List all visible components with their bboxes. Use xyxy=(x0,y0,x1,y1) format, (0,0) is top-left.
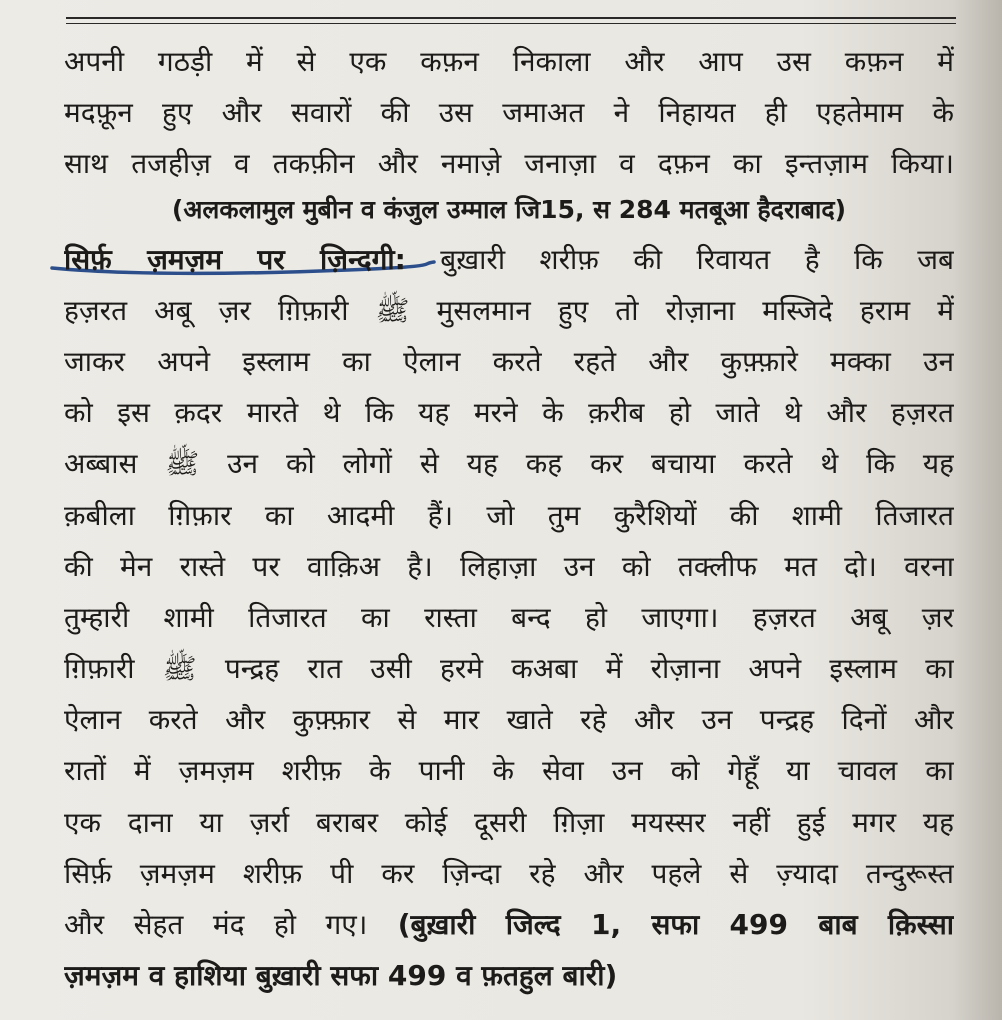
text-line: क़बीला ग़िफ़ार का आदमी हैं। जो तुम कुरैशियों की शामी तिजारत xyxy=(64,498,954,532)
section-heading: सिर्फ़ ज़मज़म पर ज़िन्दगी: xyxy=(64,242,406,276)
text-line: सिर्फ़ ज़मज़म शरीफ़ पी कर ज़िन्दा रहे और पहले से ज़्यादा तन्दुरूस्त xyxy=(64,856,954,890)
header-rule xyxy=(66,17,956,19)
page-text xyxy=(64,36,954,1001)
text-line: एक दाना या ज़र्रा बराबर कोई दूसरी ग़िज़ा मयस्सर नहीं हुई मगर यह xyxy=(64,805,954,839)
text-line: ग़िफ़ारी ﷺ पन्द्रह रात उसी हरमे कअबा में रोज़ाना अपने इस्लाम का xyxy=(64,652,954,686)
section-first-line-text: बुख़ारी शरीफ़ की रिवायत है कि जब xyxy=(405,242,954,276)
text-line-end: और सेहत मंद हो गए। xyxy=(64,908,368,941)
text-line: तुम्हारी शामी तिजारत का रास्ता बन्द हो जाएगा। हज़रत अबू ज़र xyxy=(64,600,954,634)
text-line: रातों में ज़मज़म शरीफ़ के पानी के सेवा उन को गेहूँ या चावल का xyxy=(64,754,954,788)
text-line: अपनी गठड़ी में से एक कफ़न निकाला और आप उस कफ़न में xyxy=(64,45,954,78)
text-line: हज़रत अबू ज़र ग़िफ़ारी ﷺ मुसलमान हुए तो रोज़ाना मस्जिदे हराम में xyxy=(64,293,954,327)
text-line: साथ तजहीज़ व तकफ़ीन और नमाज़े जनाज़ा व दफ़न का इन्तज़ाम किया। xyxy=(64,147,954,181)
text-line: की मेन रास्ते पर वाक़िअ है। लिहाज़ा उन को तक्लीफ मत दो। वरना xyxy=(64,549,954,583)
text-line: ऐलान करते और कुफ़्फ़ार से मार खाते रहे और उन पन्द्रह दिनों और xyxy=(64,703,954,737)
text-line: अब्बास ﷺ उन को लोगों से यह कह कर बचाया करते थे कि यह xyxy=(64,447,954,481)
section-first-line xyxy=(64,234,954,285)
citation-reference: (अलकलामुल मुबीन व कंजुल उम्माल जि15, स 284 मतबूआ हैदराबाद) xyxy=(171,194,847,224)
citation-reference-2b: ज़मज़म व हाशिया बुख़ारी सफा 499 व फ़तहुल बारी) xyxy=(64,959,618,993)
text-line-with-citation xyxy=(64,899,954,950)
text-line: मदफ़ून हुए और सवारों की उस जमाअत ने निहायत ही एहतेमाम के xyxy=(64,96,954,130)
text-line: जाकर अपने इस्लाम का ऐलान करते रहते और कुफ़्फ़ारे मक्का उन xyxy=(64,344,954,378)
text-line: को इस क़दर मारते थे कि यह मरने के क़रीब हो जाते थे और हज़रत xyxy=(64,396,954,430)
header-rule-thin xyxy=(66,23,956,24)
citation-reference-2a: (बुख़ारी जिल्द 1, सफा 499 बाब क़िस्सा xyxy=(367,908,954,941)
